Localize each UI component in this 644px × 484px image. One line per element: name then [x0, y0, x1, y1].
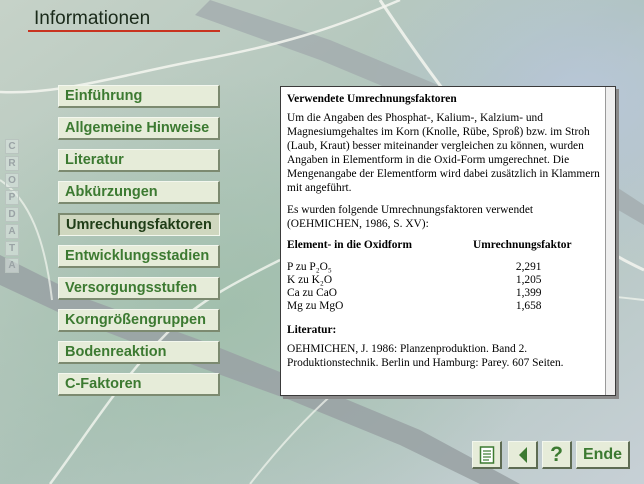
back-arrow-icon [517, 446, 529, 464]
side-letter: R [5, 156, 19, 171]
table-cell: Ca zu CaO [287, 287, 337, 299]
table-header: Umrechnungsfaktor [473, 239, 572, 251]
side-logo-crop-data [5, 139, 19, 275]
table-cell: Mg zu MgO [287, 300, 344, 312]
table-cell: P zu P₂O₅ [287, 261, 332, 273]
document-button[interactable] [472, 441, 502, 469]
content-paragraph: Um die Angaben des Phosphat-, Kalium-, Kalzium- und Magnesiumgehaltes im Korn (Knolle, Rübe, Sproß) bzw. im Stroh (Laub, Kraut) besser miteinander vergleichen zu können, wurden Angaben in Elementform in die Oxid-Form umgerechnet. Die Mengenangabe der Elementform wird dabei zusätzlich in Klammern mit angeführt. [287, 112, 600, 194]
table-row [287, 287, 572, 300]
side-letter: O [5, 173, 19, 188]
back-button[interactable] [508, 441, 538, 469]
menu-item-versorgungsstufen[interactable]: Versorgungsstufen [58, 277, 220, 300]
scrollbar[interactable] [605, 87, 615, 395]
menu-item-korngroessengruppen[interactable]: Korngrößengruppen [58, 309, 220, 332]
table-header: Element- in die Oxidform [287, 239, 412, 251]
info-menu [58, 85, 220, 405]
table-cell: 1,399 [515, 287, 542, 299]
conversion-table [287, 239, 572, 313]
content-heading: Verwendete Umrechnungsfaktoren [287, 93, 457, 105]
menu-item-umrechungsfaktoren[interactable]: Umrechungsfaktoren [58, 213, 220, 236]
literature-heading: Literatur: [287, 324, 337, 336]
side-letter: A [5, 258, 19, 273]
content-panel [280, 86, 616, 396]
title-underline [28, 30, 220, 32]
table-row [287, 261, 572, 274]
table-cell: 1,658 [515, 300, 542, 312]
content-paragraph: Es wurden folgende Umrechnungsfaktoren verwendet (OEHMICHEN, 1986, S. XV): [287, 204, 534, 230]
menu-item-c-faktoren[interactable]: C-Faktoren [58, 373, 220, 396]
help-button[interactable] [542, 441, 572, 469]
menu-item-entwicklungsstadien[interactable]: Entwicklungsstadien [58, 245, 220, 268]
table-cell: 1,205 [515, 274, 542, 286]
menu-item-abkuerzungen[interactable]: Abkürzungen [58, 181, 220, 204]
menu-item-literatur[interactable]: Literatur [58, 149, 220, 172]
page-title: Informationen [34, 8, 151, 29]
document-icon [479, 446, 495, 464]
menu-item-allgemeine-hinweise[interactable]: Allgemeine Hinweise [58, 117, 220, 140]
side-letter: D [5, 207, 19, 222]
side-letter: T [5, 241, 19, 256]
side-letter: P [5, 190, 19, 205]
help-label: ? [550, 442, 563, 466]
menu-item-bodenreaktion[interactable]: Bodenreaktion [58, 341, 220, 364]
literature-text: OEHMICHEN, J. 1986: Planzenproduktion. Band 2. Produktionstechnik. Berlin und Hamburg: Parey. 607 Seiten. [287, 343, 564, 369]
table-cell: K zu K₂O [287, 274, 333, 286]
table-row [287, 274, 572, 287]
table-cell: 2,291 [515, 261, 542, 273]
menu-item-einfuehrung[interactable]: Einführung [58, 85, 220, 108]
end-button[interactable] [576, 441, 630, 469]
table-row [287, 300, 572, 313]
end-label: Ende [582, 445, 623, 463]
content-text [287, 92, 605, 378]
side-letter: C [5, 139, 19, 154]
side-letter: A [5, 224, 19, 239]
